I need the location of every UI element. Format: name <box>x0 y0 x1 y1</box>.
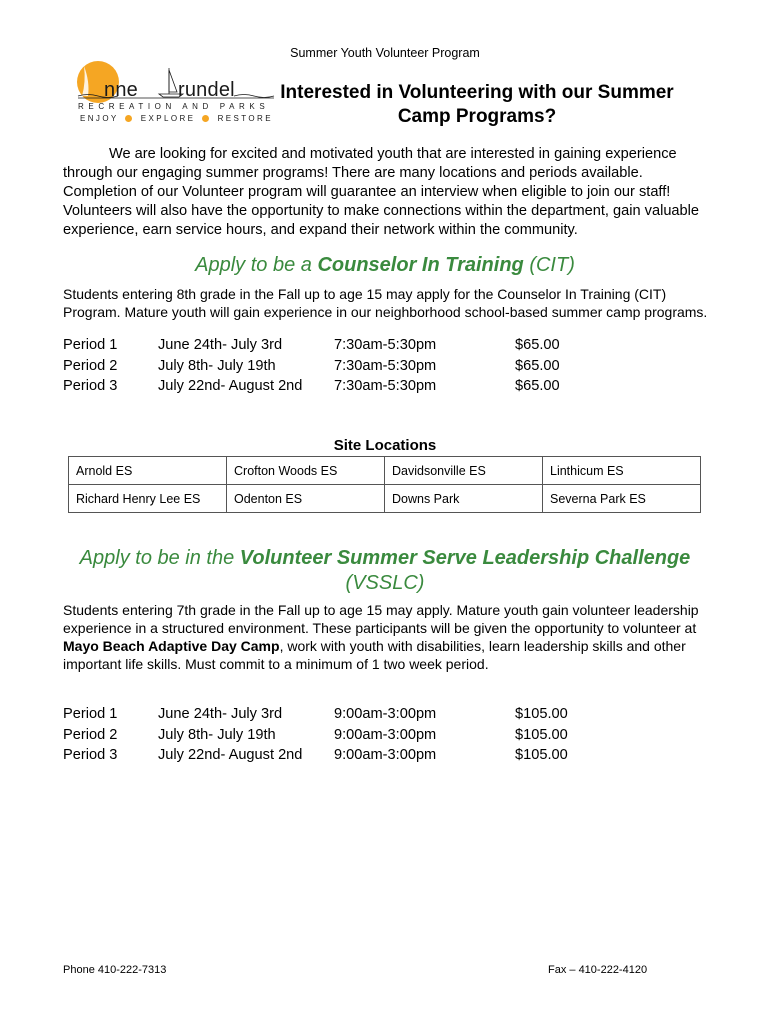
period-label: Period 3 <box>63 747 118 763</box>
footer-phone: Phone 410-222-7313 <box>63 964 167 976</box>
schedule-row <box>63 747 623 768</box>
period-dates: June 24th- July 3rd <box>158 337 283 353</box>
period-price: $105.00 <box>515 706 568 722</box>
logo-subtitle: RECREATION AND PARKS <box>78 102 270 111</box>
period-price: $105.00 <box>515 747 568 763</box>
table-row <box>69 457 701 485</box>
vsslc-heading-prefix: Apply to be in the <box>79 547 240 569</box>
anne-arundel-logo <box>74 60 278 128</box>
cit-description: Students entering 8th grade in the Fall up to age 15 may apply for the Counselor In Training (CIT) Program. Mature youth will gain experience in our neighborhood school-based summer camp programs. <box>63 286 708 320</box>
period-label: Period 1 <box>63 706 118 722</box>
vsslc-heading <box>60 546 710 596</box>
tagline-enjoy: ENJOY <box>80 114 119 123</box>
period-dates: July 8th- July 19th <box>158 357 276 374</box>
period-time: 7:30am-5:30pm <box>334 378 437 394</box>
period-label: Period 2 <box>63 357 118 374</box>
cit-heading-suffix: (CIT) <box>523 254 575 276</box>
period-dates: July 22nd- August 2nd <box>158 378 303 394</box>
vsslc-desc-bold: Mayo Beach Adaptive Day Camp <box>63 638 280 654</box>
site-cell: Crofton Woods ES <box>227 457 385 485</box>
period-price: $65.00 <box>515 378 560 394</box>
period-price: $105.00 <box>515 726 568 743</box>
schedule-row <box>63 378 623 399</box>
site-cell: Arnold ES <box>69 457 227 485</box>
period-label: Period 2 <box>63 726 118 743</box>
site-locations-title: Site Locations <box>333 437 437 454</box>
main-heading-line1: Interested in Volunteering with our Summer <box>280 82 674 103</box>
site-cell: Davidsonville ES <box>385 457 543 485</box>
period-time: 9:00am-3:00pm <box>334 747 437 763</box>
vsslc-heading-bold: Volunteer Summer Serve Leadership Challenge <box>239 547 691 569</box>
tagline-explore: EXPLORE <box>140 114 196 123</box>
schedule-row <box>63 706 623 727</box>
vsslc-description <box>63 601 713 673</box>
period-price: $65.00 <box>515 337 560 353</box>
footer-fax: Fax – 410-222-4120 <box>548 964 648 976</box>
tagline-restore: RESTORE <box>217 114 273 123</box>
sun-dot-icon <box>202 115 209 122</box>
site-cell: Linthicum ES <box>543 457 701 485</box>
program-title: Summer Youth Volunteer Program <box>290 46 480 60</box>
period-price: $65.00 <box>515 357 560 374</box>
site-cell: Richard Henry Lee ES <box>69 485 227 513</box>
period-time: 9:00am-3:00pm <box>334 726 437 743</box>
logo-word-anne: nne <box>104 79 138 101</box>
logo-tagline <box>80 114 273 123</box>
period-time: 7:30am-5:30pm <box>334 337 437 353</box>
period-label: Period 3 <box>63 378 118 394</box>
schedule-row <box>63 727 623 748</box>
vsslc-heading-line2: (VSSLC) <box>345 572 425 594</box>
main-heading-line2: Camp Programs? <box>397 106 557 127</box>
period-label: Period 1 <box>63 337 118 353</box>
period-dates: July 8th- July 19th <box>158 726 276 743</box>
site-cell: Downs Park <box>385 485 543 513</box>
sun-dot-icon <box>125 115 132 122</box>
schedule-row <box>63 358 623 379</box>
schedule-row <box>63 337 623 358</box>
vsslc-schedule <box>63 706 623 768</box>
table-row <box>69 485 701 513</box>
site-cell: Severna Park ES <box>543 485 701 513</box>
cit-heading-prefix: Apply to be a <box>195 254 318 276</box>
site-locations-table <box>68 456 701 513</box>
vsslc-desc-part2: , work with youth with disabilities, learn leadership skills and other important life skills. Must commit to a minimum of 1 two week period. <box>63 638 686 672</box>
period-time: 9:00am-3:00pm <box>334 706 437 722</box>
period-dates: July 22nd- August 2nd <box>158 747 303 763</box>
logo-word-arundel: rundel <box>178 79 235 101</box>
intro-paragraph <box>63 145 713 240</box>
period-time: 7:30am-5:30pm <box>334 357 437 374</box>
cit-heading-bold: Counselor In Training <box>317 254 524 276</box>
intro-text: We are looking for excited and motivated youth that are interested in gaining experience through our engaging summer programs! There are many locations and periods available. Completion of our Volunteer program will guarantee an interview when eligible to join our staff! Volunteers will also have the opportunity to make connections within the department, gain valuable experience, earn service hours, and expand their network within the community. <box>63 146 700 238</box>
cit-schedule <box>63 337 623 399</box>
vsslc-desc-part1: Students entering 7th grade in the Fall up to age 15 may apply. Mature youth gain volunteer leadership experience in a structured environment. These participants will be given the opportunity to volunteer at <box>63 602 699 636</box>
main-heading <box>262 81 692 129</box>
cit-heading <box>60 253 710 278</box>
site-cell: Odenton ES <box>227 485 385 513</box>
period-dates: June 24th- July 3rd <box>158 706 283 722</box>
